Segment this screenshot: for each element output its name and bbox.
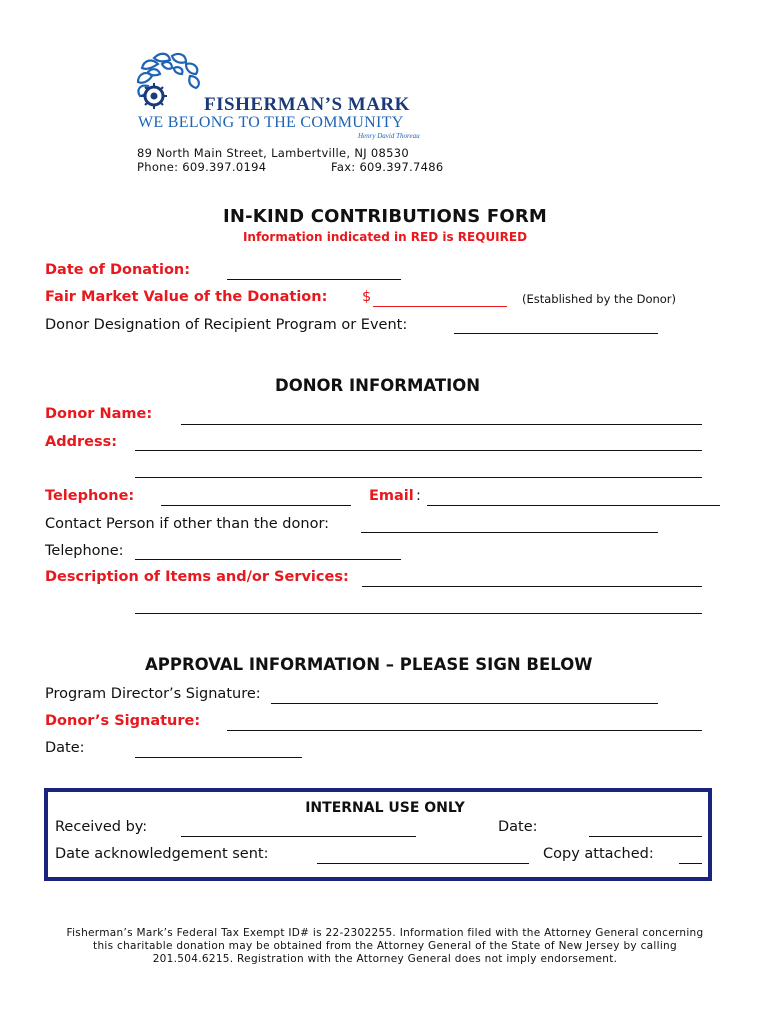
received-by-label: Received by:	[55, 819, 148, 835]
established-note: (Established by the Donor)	[522, 292, 677, 306]
designation-field[interactable]	[454, 333, 658, 334]
telephone-field[interactable]	[161, 505, 351, 506]
ack-sent-label: Date acknowledgement sent:	[55, 846, 269, 862]
approval-date-field[interactable]	[135, 757, 302, 758]
description-label: Description of Items and/or Services:	[45, 569, 349, 585]
fair-market-value-label: Fair Market Value of the Donation:	[45, 289, 328, 305]
telephone-label: Telephone:	[45, 488, 135, 504]
description-field-line1[interactable]	[362, 586, 702, 587]
designation-label: Donor Designation of Recipient Program or Event:	[45, 317, 408, 333]
received-by-field[interactable]	[181, 836, 416, 837]
org-address: 89 North Main Street, Lambertville, NJ 08530	[137, 146, 409, 160]
contact-person-label: Contact Person if other than the donor:	[45, 516, 330, 532]
address-field-line1[interactable]	[135, 450, 702, 451]
form-title: IN-KIND CONTRIBUTIONS FORM	[222, 206, 548, 227]
logo-flower-icon	[134, 50, 206, 112]
org-fax: Fax: 609.397.7486	[331, 160, 444, 174]
copy-attached-label: Copy attached:	[543, 846, 654, 862]
email-colon: :	[416, 488, 421, 504]
footer-line-1: Fisherman’s Mark’s Federal Tax Exempt ID# is 22-2302255. Information filed with the Attorney General concerning	[66, 927, 704, 939]
footer-line-3: 201.504.6215. Registration with the Attorney General does not imply endorsement.	[152, 953, 618, 965]
donor-info-heading: DONOR INFORMATION	[275, 376, 481, 395]
donor-name-field[interactable]	[181, 424, 702, 425]
date-of-donation-label: Date of Donation:	[45, 262, 191, 278]
email-field[interactable]	[427, 505, 720, 506]
donor-signature-field[interactable]	[227, 730, 702, 731]
approval-date-label: Date:	[45, 740, 85, 756]
ack-sent-field[interactable]	[317, 863, 529, 864]
fair-market-value-field[interactable]	[373, 306, 507, 307]
donor-name-label: Donor Name:	[45, 406, 153, 422]
director-signature-label: Program Director’s Signature:	[45, 686, 261, 702]
contact-telephone-label: Telephone:	[45, 543, 124, 559]
internal-use-heading: INTERNAL USE ONLY	[305, 800, 465, 816]
dollar-sign: $	[362, 289, 372, 305]
required-note: Information indicated in RED is REQUIRED	[242, 230, 528, 244]
address-label: Address:	[45, 434, 118, 450]
org-phone: Phone: 609.397.0194	[137, 160, 267, 174]
approval-heading: APPROVAL INFORMATION – PLEASE SIGN BELOW	[145, 655, 593, 674]
footer-line-2: this charitable donation may be obtained from the Attorney General of the State of New Jersey by calling	[93, 940, 677, 952]
internal-date-field[interactable]	[589, 836, 702, 837]
description-field-line2[interactable]	[135, 613, 702, 614]
org-name: FISHERMAN’S MARK	[204, 94, 410, 115]
contact-person-field[interactable]	[361, 532, 658, 533]
donor-signature-label: Donor’s Signature:	[45, 713, 201, 729]
address-field-line2[interactable]	[135, 477, 702, 478]
email-label: Email	[369, 488, 414, 504]
date-of-donation-field[interactable]	[227, 279, 401, 280]
internal-date-label: Date:	[498, 819, 538, 835]
director-signature-field[interactable]	[271, 703, 658, 704]
contact-telephone-field[interactable]	[135, 559, 401, 560]
org-tagline: WE BELONG TO THE COMMUNITY	[138, 114, 404, 131]
tagline-signature: Henry David Thoreau	[358, 132, 420, 140]
copy-attached-field[interactable]	[679, 863, 702, 864]
